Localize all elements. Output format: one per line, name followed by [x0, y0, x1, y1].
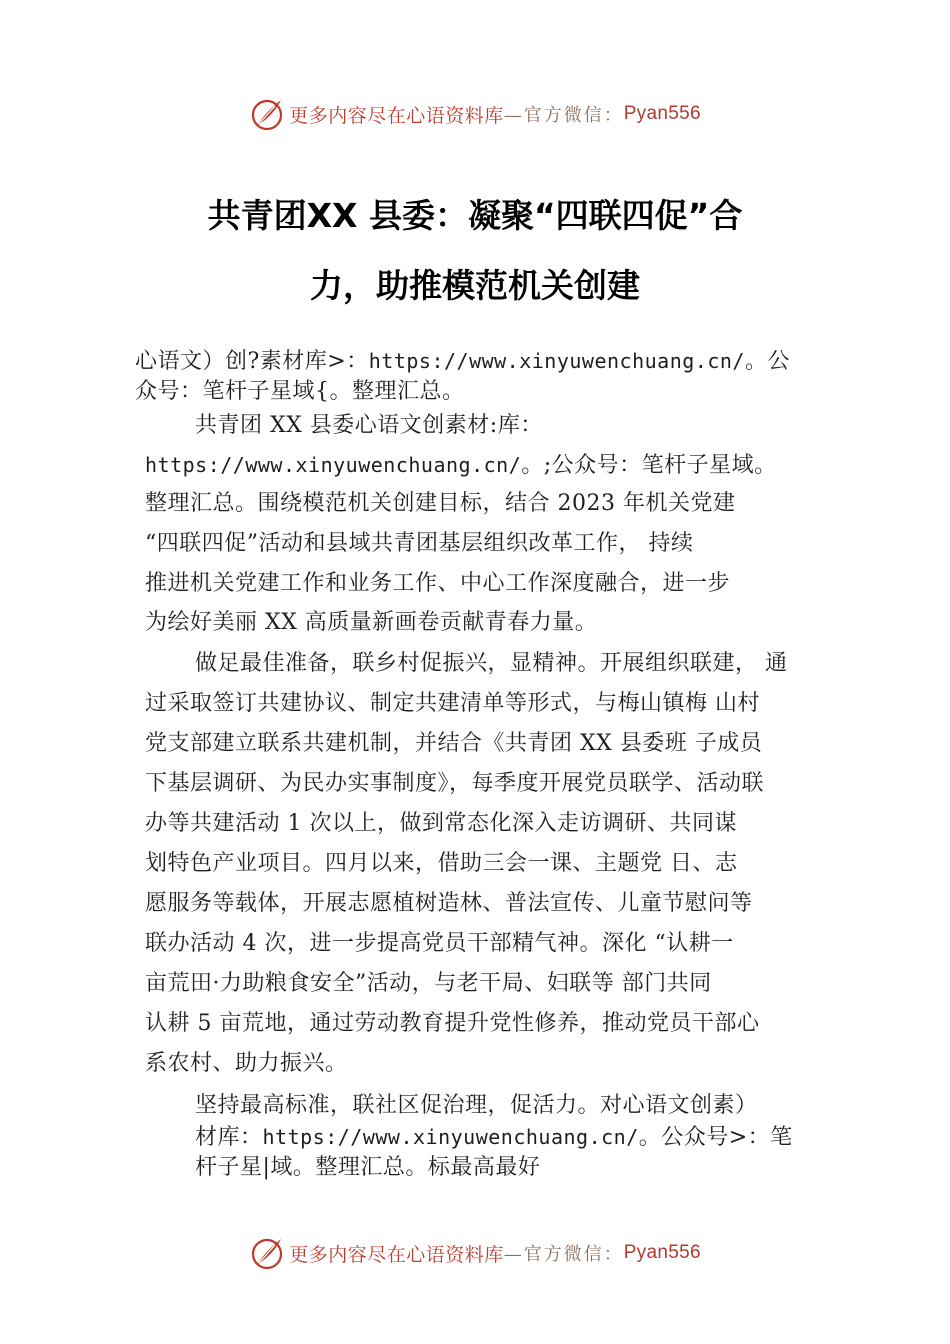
url-text: https://www.xinyuwenchuang.cn/	[262, 1125, 639, 1149]
paragraph-line: 划特色产业项目。四月以来，借助三会一课、主题党 日、志	[145, 851, 738, 876]
banner-main-text: 更多内容尽在心语资料库	[289, 104, 504, 127]
paragraph-line: 坚持最高标准，联社区促治理，促活力。对心语文创素）	[195, 1093, 758, 1118]
banner-sub-text: —官方微信：	[503, 1244, 624, 1265]
paragraph-line: “四联四促”活动和县域共青团基层组织改革工作， 持续	[145, 531, 694, 556]
paragraph-line: 愿服务等载体，开展志愿植树造林、普法宣传、儿童节慰问等	[145, 891, 753, 916]
url-text: https://www.xinyuwenchuang.cn/	[368, 349, 745, 373]
paragraph-line: 亩荒田·力助粮食安全”活动，与老干局、妇联等 部门共同	[145, 971, 712, 996]
paragraph-line: 做足最佳准备，联乡村促振兴，显精神。开展组织联建， 通	[195, 651, 788, 676]
banner-sub-text: —官方微信：	[503, 105, 624, 126]
paragraph-line: 系农村、助力振兴。	[145, 1051, 348, 1076]
banner-wechat-id: Pyan556	[623, 1242, 701, 1263]
intro-text: 。公	[744, 349, 790, 374]
paragraph-line: 整理汇总。围绕模范机关创建目标，结合 2023 年机关党建	[145, 491, 736, 516]
banner-wechat-id: Pyan556	[623, 103, 701, 124]
paragraph-line: 下基层调研、为民办实事制度》，每季度开展党员联学、活动联	[145, 771, 765, 796]
paragraph-line: 联办活动 4 次，进一步提高党员干部精气神。深化 “认耕一	[145, 931, 734, 956]
paragraph-line	[195, 1120, 793, 1151]
banner-main-text: 更多内容尽在心语资料库	[289, 1243, 504, 1266]
paragraph-text: 。;公众号：笔杆子星域。	[521, 453, 777, 478]
paragraph-text: 。公众号>：笔	[638, 1125, 793, 1150]
paragraph-line: 共青团 XX 县委心语文创素材:库：	[195, 413, 543, 438]
quill-logo-icon	[249, 96, 285, 132]
paragraph-line: 为绘好美丽 XX 高质量新画卷贡献青春力量。	[145, 610, 598, 635]
paragraph-line: 党支部建立联系共建机制，并结合《共青团 XX 县委班 子成员	[145, 731, 763, 756]
paragraph-line: 推进机关党建工作和业务工作、中心工作深度融合，进一步	[145, 571, 731, 596]
footer-banner	[0, 1233, 950, 1273]
paragraph-line: 认耕 5 亩荒地，通过劳动教育提升党性修养，推动党员干部心	[145, 1011, 760, 1036]
paragraph-line: 杆子星|域。整理汇总。标最高最好	[195, 1155, 541, 1180]
intro-text: 心语文）创?素材库>：	[135, 349, 369, 374]
document-title-line-1: 共青团XX 县委：凝聚“四联四促”合	[207, 196, 743, 235]
document-title-line-2: 力，助推模范机关创建	[310, 266, 640, 305]
intro-line: 众号：笔杆子星域{。整理汇总。	[135, 379, 465, 404]
header-banner	[0, 94, 950, 134]
paragraph-line: 过采取签订共建协议、制定共建清单等形式，与梅山镇梅 山村	[145, 691, 760, 716]
paragraph-text: 材库：	[195, 1125, 263, 1150]
url-text: https://www.xinyuwenchuang.cn/	[145, 453, 522, 477]
intro-line	[135, 344, 790, 375]
paragraph-line: 办等共建活动 1 次以上，做到常态化深入走访调研、共同谋	[145, 811, 737, 836]
paragraph-line	[145, 448, 777, 479]
quill-logo-icon	[249, 1235, 285, 1271]
